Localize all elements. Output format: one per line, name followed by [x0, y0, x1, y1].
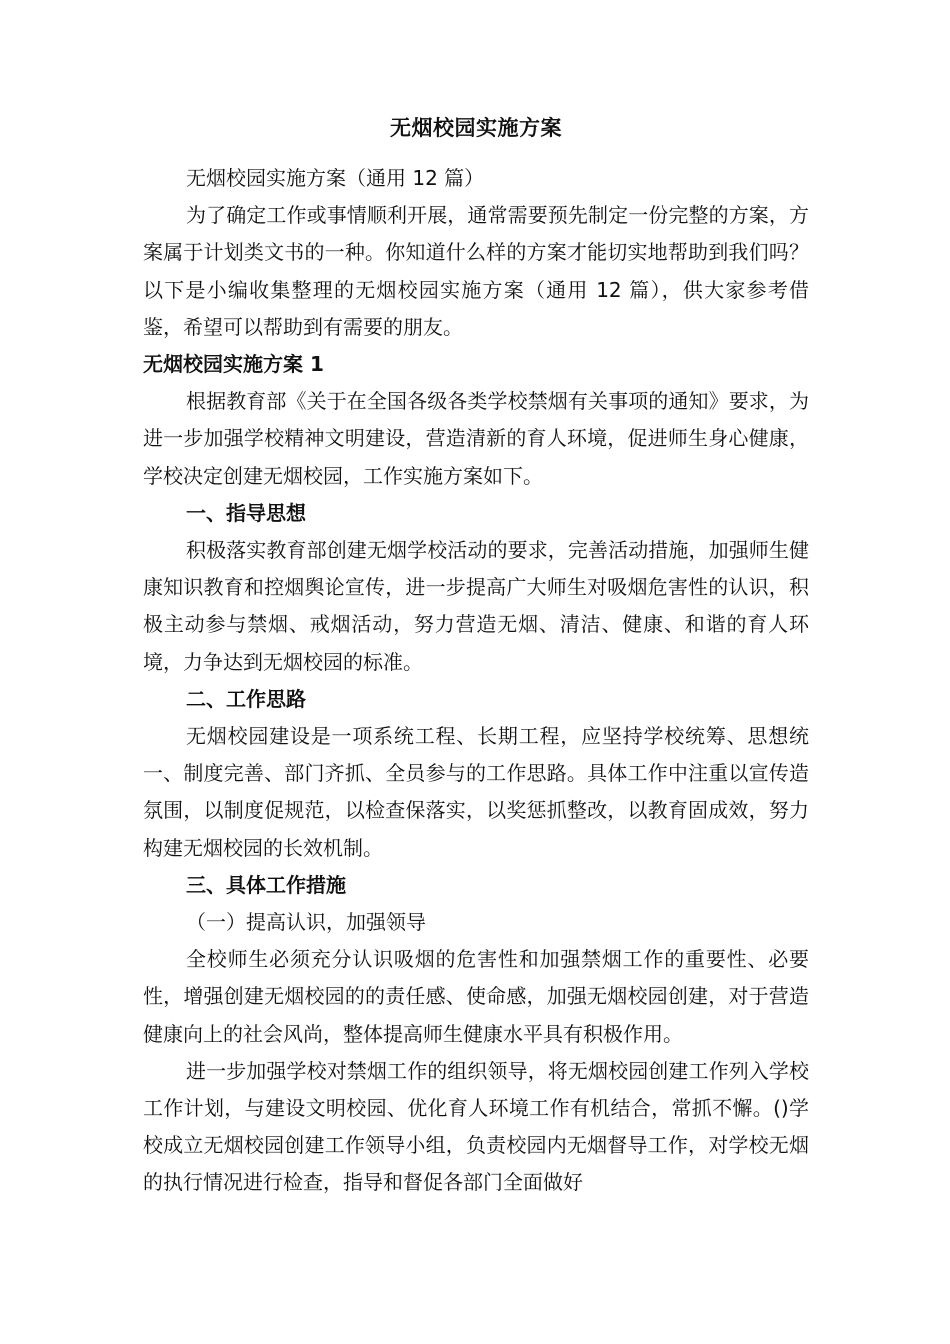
document-body: [143, 108, 809, 1202]
measures-paragraph-1: 全校师生必须充分认识吸烟的危害性和加强禁烟工作的重要性、必要性，增强创建无烟校园的的责任感、使命感，加强无烟校园创建，对于营造健康向上的社会风尚，整体提高师生健康水平具有积极作用。: [143, 947, 809, 1046]
guiding-heading: 一、指导思想: [186, 500, 306, 525]
measures-heading: 三、具体工作措施: [186, 872, 346, 897]
section-1-paragraph: 根据教育部《关于在全国各级各类学校禁烟有关事项的通知》要求，为进一步加强学校精神文明建设，营造清新的育人环境，促进师生身心健康，学校决定创建无烟校园，工作实施方案如下。: [143, 389, 809, 488]
approach-paragraph: 无烟校园建设是一项系统工程、长期工程，应坚持学校统筹、思想统一、制度完善、部门齐抓、全员参与的工作思路。具体工作中注重以宣传造氛围，以制度促规范，以检查保落实，以奖惩抓整改，以教育固成效，努力构建无烟校园的长效机制。: [143, 724, 809, 860]
measures-subheading-1: （一）提高认识，加强领导: [186, 910, 426, 935]
approach-heading: 二、工作思路: [186, 686, 306, 711]
document-title: 无烟校园实施方案: [390, 116, 562, 140]
document-subtitle: 无烟校园实施方案（通用 12 篇）: [186, 166, 485, 190]
measures-paragraph-2: 进一步加强学校对禁烟工作的组织领导，将无烟校园创建工作列入学校工作计划，与建设文明校园、优化育人环境工作有机结合，常抓不懈。()学校成立无烟校园创建工作领导小组，负责校园内无烟督导工作，对学校无烟的执行情况进行检查，指导和督促各部门全面做好: [143, 1058, 809, 1195]
intro-paragraph: 为了确定工作或事情顺利开展，通常需要预先制定一份完整的方案，方案属于计划类文书的一种。你知道什么样的方案才能切实地帮助到我们吗？以下是小编收集整理的无烟校园实施方案（通用 12 篇），供大家参考借鉴，希望可以帮助到有需要的朋友。: [143, 203, 809, 339]
guiding-paragraph: 积极落实教育部创建无烟学校活动的要求，完善活动措施，加强师生健康知识教育和控烟舆论宣传，进一步提高广大师生对吸烟危害性的认识，积极主动参与禁烟、戒烟活动，努力营造无烟、清洁、健康、和谐的育人环境，力争达到无烟校园的标准。: [143, 538, 809, 674]
section-1-heading: 无烟校园实施方案 1: [143, 352, 324, 377]
